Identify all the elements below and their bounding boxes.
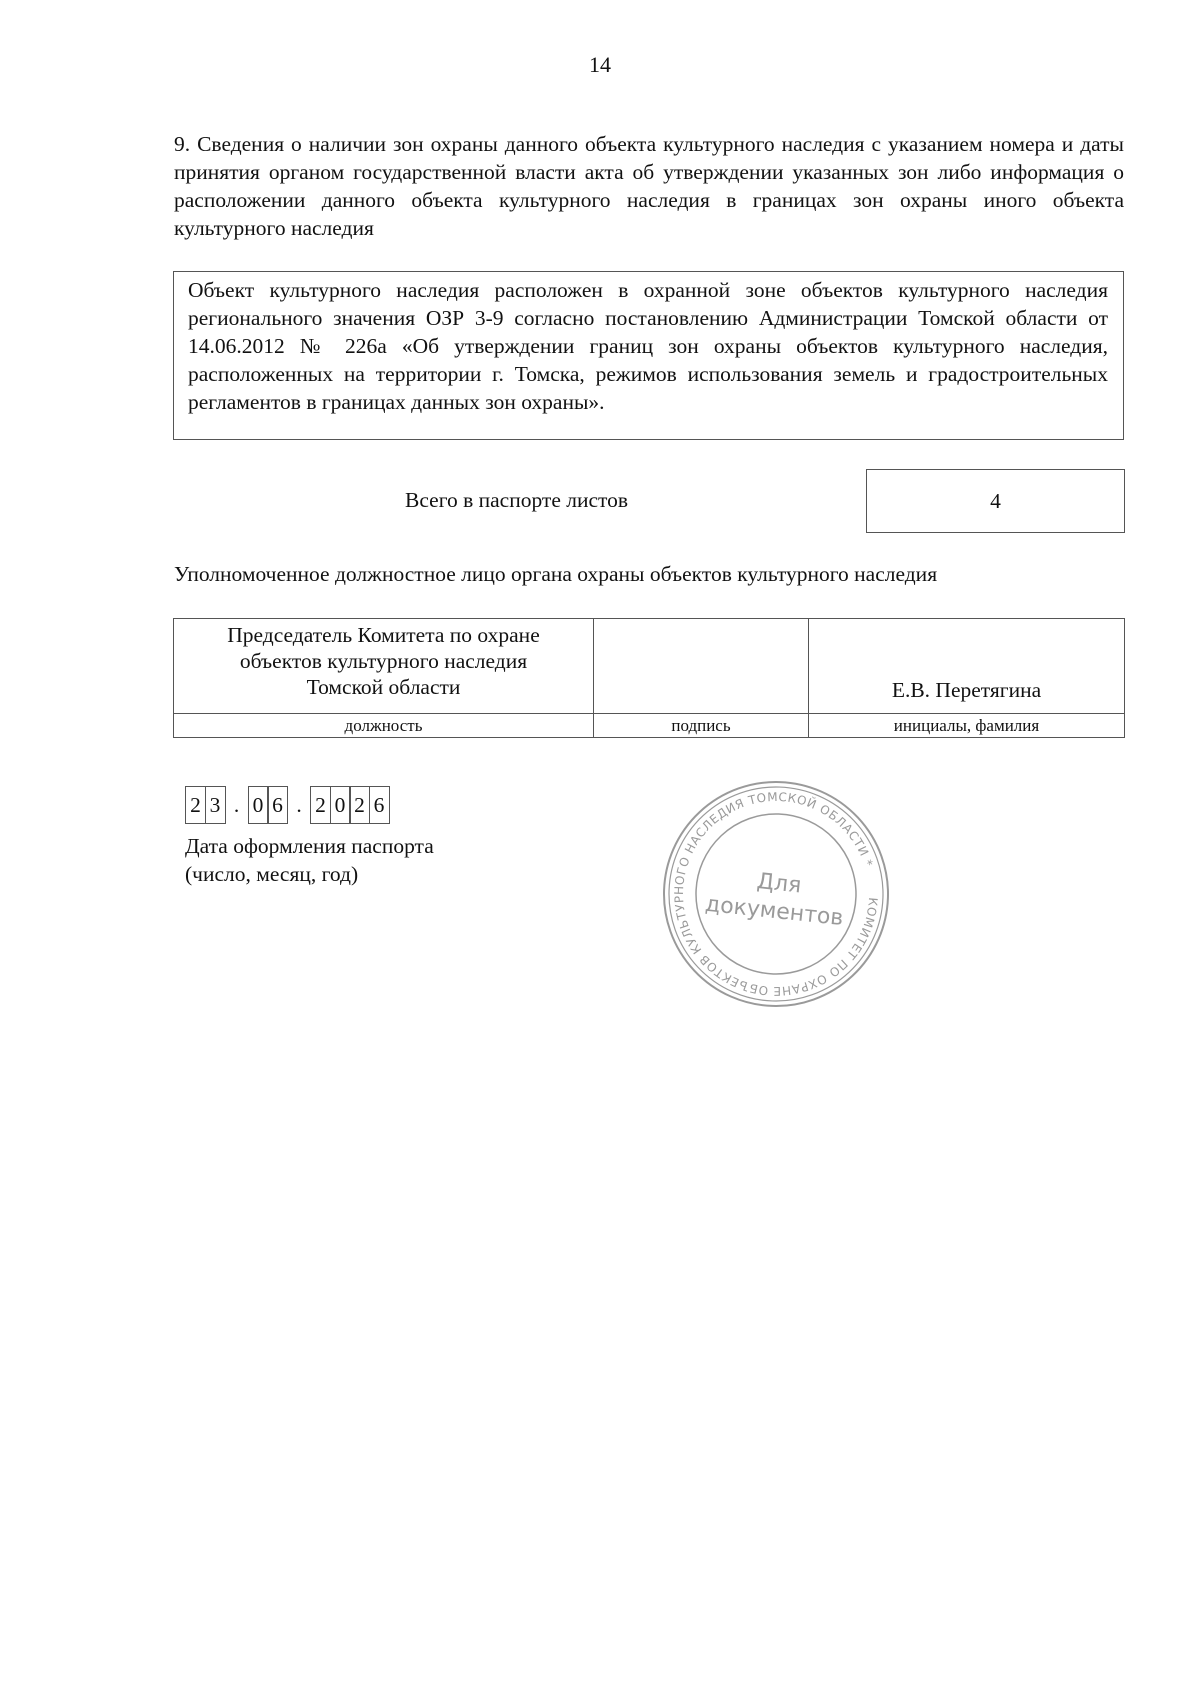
issue-date-boxes <box>185 786 388 824</box>
position-line: объектов культурного наследия <box>239 649 528 673</box>
sheets-count-value: 4 <box>990 488 1001 513</box>
protection-zone-text: Объект культурного наследия расположен в охранной зоне объектов культурного наследия регионального значения ОЗР 3-9 согласно постановлению Администрации Томской области от 14.06.2012 № 226а «Об утверждении границ зон охраны объектов культурного наследия, расположенных на территории г. Томска, режимов использования земель и градостроительных регламентов в границах данных зон охраны». <box>188 278 1108 414</box>
position-caption: должность <box>174 714 594 738</box>
sheets-count-label: Всего в паспорте листов <box>405 488 629 512</box>
authorized-official-heading: Уполномоченное должностное лицо органа охраны объектов культурного наследия <box>174 562 938 586</box>
official-seal <box>660 778 892 1010</box>
date-digit: 0 <box>330 786 351 824</box>
date-digit: 6 <box>267 786 288 824</box>
date-caption-line: Дата оформления паспорта <box>185 834 434 858</box>
signature-caption: подпись <box>594 714 809 738</box>
date-digit: 6 <box>369 786 390 824</box>
signature-table <box>173 618 1125 738</box>
date-separator: . <box>296 793 302 817</box>
official-name: Е.В. Перетягина <box>809 619 1125 714</box>
seal-center-line-1: Для <box>755 869 803 899</box>
issue-date-caption <box>185 832 434 888</box>
page-number: 14 <box>589 52 611 77</box>
date-digit: 2 <box>185 786 206 824</box>
position-cell <box>174 619 594 714</box>
date-digit: 2 <box>310 786 331 824</box>
date-digit: 2 <box>349 786 370 824</box>
section-9-heading: 9. Сведения о наличии зон охраны данного объекта культурного наследия с указанием номера и даты принятия органом государственной власти акта об утверждении указанных зон либо информация о расположении данного объекта культурного наследия в границах зон охраны иного объекта культурного наследия <box>174 132 1124 240</box>
date-digit: 3 <box>205 786 226 824</box>
seal-center-line-2: документов <box>703 891 845 932</box>
position-line: Председатель Комитета по охране <box>227 623 540 647</box>
signature-cell <box>594 619 809 714</box>
sheets-count-box <box>866 469 1125 533</box>
date-digit: 0 <box>248 786 269 824</box>
seal-ring-text: КОМИТЕТ ПО ОХРАНЕ ОБЪЕКТОВ КУЛЬТУРНОГО НАСЛЕДИЯ ТОМСКОЙ ОБЛАСТИ * <box>671 789 881 999</box>
name-caption: инициалы, фамилия <box>809 714 1125 738</box>
date-caption-line: (число, месяц, год) <box>185 862 359 886</box>
position-line: Томской области <box>306 675 461 699</box>
date-separator: . <box>233 793 240 817</box>
protection-zone-box <box>173 271 1124 440</box>
